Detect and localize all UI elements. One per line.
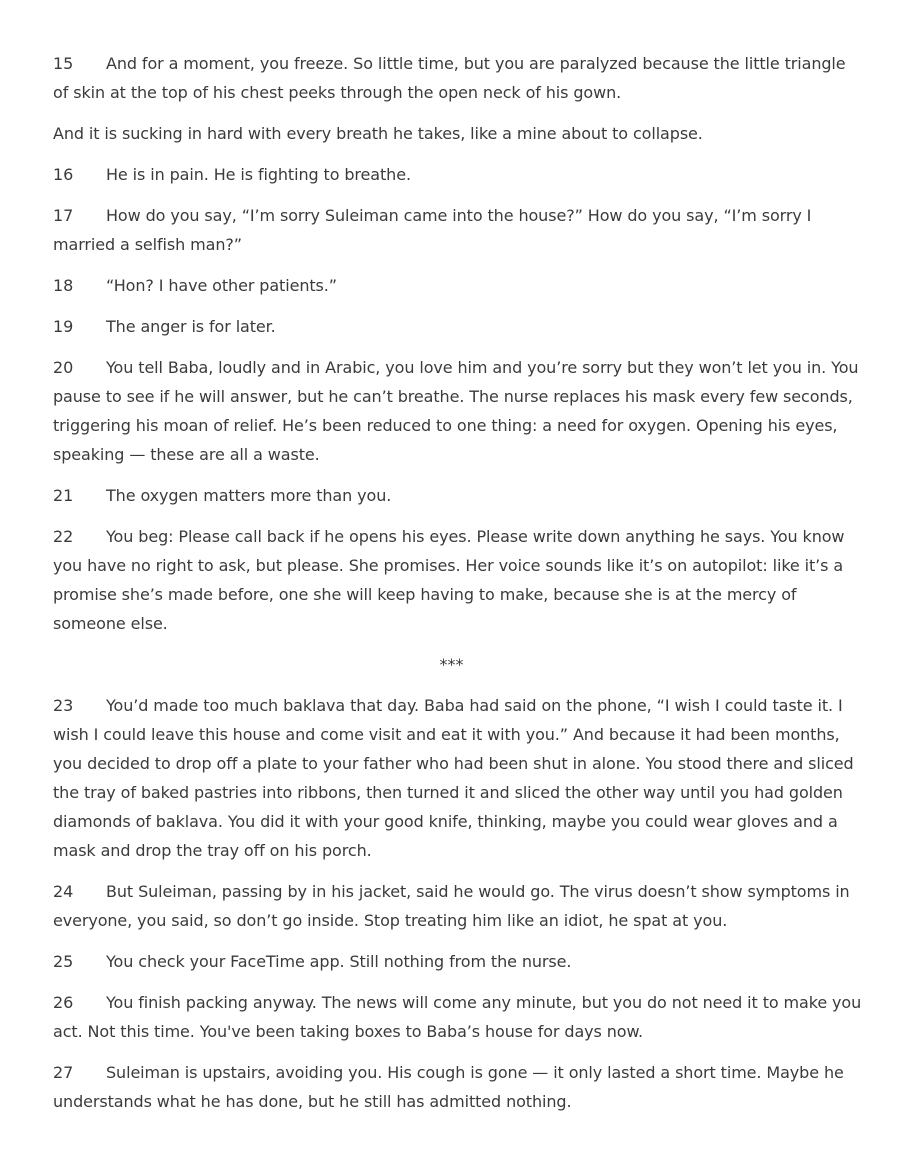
paragraph-24 [53, 877, 862, 935]
paragraph-25 [53, 947, 862, 976]
paragraph-20 [53, 353, 862, 469]
paragraph-text: But Suleiman, passing by in his jacket, said he would go. The virus doesn’t show symptoms in everyone, you said, so don’t go inside. Stop treating him like an idiot, he spat at you. [53, 882, 850, 930]
paragraph-number: 23 [53, 696, 74, 715]
paragraph-21 [53, 481, 862, 510]
paragraph-27 [53, 1058, 862, 1116]
paragraph-number: 20 [53, 358, 74, 377]
paragraph-number: 25 [53, 952, 74, 971]
paragraph-number: 17 [53, 206, 74, 225]
paragraph-number: 22 [53, 527, 74, 546]
paragraph-text: How do you say, “I’m sorry Suleiman came into the house?” How do you say, “I’m sorry I married a selfish man?” [53, 206, 812, 254]
section-separator: *** [439, 655, 464, 674]
paragraph-17 [53, 201, 862, 259]
paragraph-text: You’d made too much baklava that day. Baba had said on the phone, “I wish I could taste it. I wish I could leave this house and come visit and eat it with you.” And because it had been months, you decided to drop off a plate to your father who had been shut in alone. You stood there and sliced the tray of baked pastries into ribbons, then turned it and sliced the other way until you had golden diamonds of baklava. You did it with your good knife, thinking, maybe you could wear gloves and a mask and drop the tray off on his porch. [53, 696, 854, 860]
paragraph-text: You beg: Please call back if he opens his eyes. Please write down anything he says. You know you have no right to ask, but please. She promises. Her voice sounds like it’s on autopilot: like it’s a promise she’s made before, one she will keep having to make, because she is at the mercy of someone else. [53, 527, 845, 633]
paragraph-text: And it is sucking in hard with every breath he takes, like a mine about to collapse. [53, 124, 703, 143]
paragraph-number: 15 [53, 54, 74, 73]
paragraph-text: You check your FaceTime app. Still nothing from the nurse. [106, 952, 572, 971]
paragraph-number: 27 [53, 1063, 74, 1082]
paragraph-text: You tell Baba, loudly and in Arabic, you love him and you’re sorry but they won’t let you in. You pause to see if he will answer, but he can’t breathe. The nurse replaces his mask every few seconds, triggering his moan of relief. He’s been reduced to one thing: a need for oxygen. Opening his eyes, speaking — these are all a waste. [53, 358, 859, 464]
paragraph-22 [53, 522, 862, 638]
paragraph-18 [53, 271, 862, 300]
paragraph-text: And for a moment, you freeze. So little time, but you are paralyzed because the little triangle of skin at the top of his chest peeks through the open neck of his gown. [53, 54, 846, 102]
paragraph-26 [53, 988, 862, 1046]
paragraph-number: 21 [53, 486, 74, 505]
paragraph-15 [53, 49, 862, 107]
paragraph-text: Suleiman is upstairs, avoiding you. His cough is gone — it only lasted a short time. Maybe he understands what he has done, but he still has admitted nothing. [53, 1063, 844, 1111]
paragraph-number: 18 [53, 276, 74, 295]
paragraph-16 [53, 160, 862, 189]
paragraph-text: You finish packing anyway. The news will come any minute, but you do not need it to make you act. Not this time. You've been taking boxes to Baba’s house for days now. [53, 993, 862, 1041]
paragraph-19 [53, 312, 862, 341]
paragraph-number: 26 [53, 993, 74, 1012]
paragraph-text: The oxygen matters more than you. [106, 486, 392, 505]
paragraph-15-continued [53, 119, 862, 148]
paragraph-text: “Hon? I have other patients.” [106, 276, 337, 295]
paragraph-number: 24 [53, 882, 74, 901]
paragraph-23 [53, 691, 862, 865]
paragraph-text: He is in pain. He is fighting to breathe. [106, 165, 411, 184]
paragraph-number: 16 [53, 165, 74, 184]
paragraph-text: The anger is for later. [106, 317, 276, 336]
paragraph-number: 19 [53, 317, 74, 336]
